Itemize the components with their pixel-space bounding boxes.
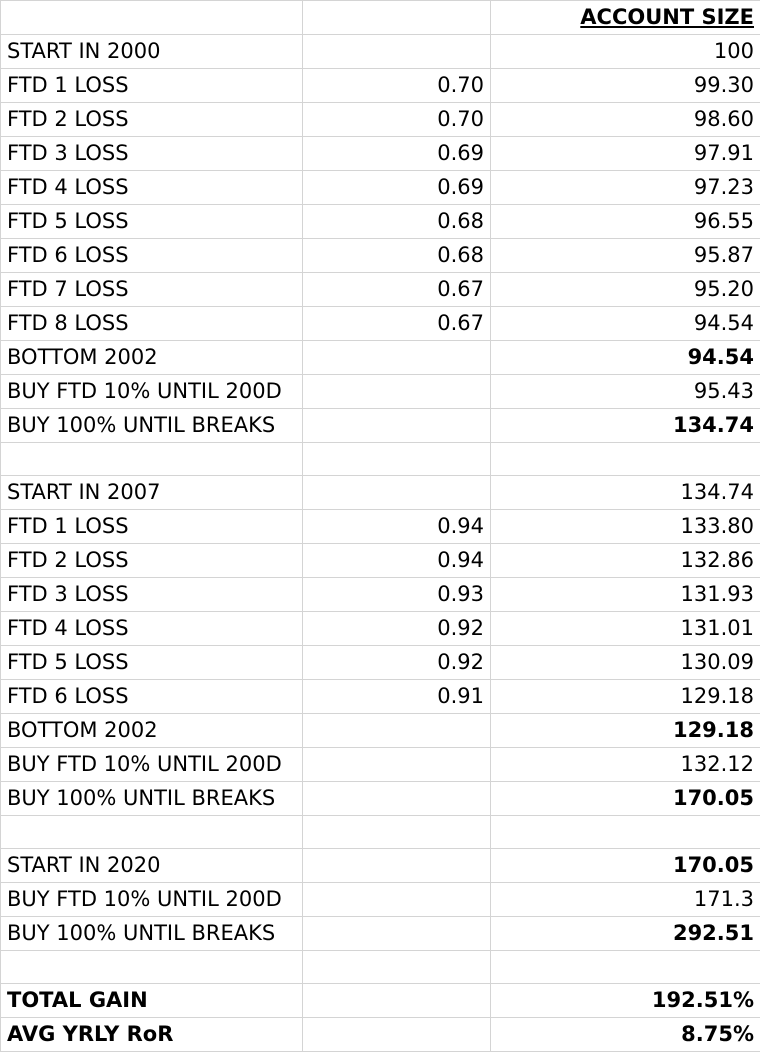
table-row <box>1 137 760 171</box>
table-row <box>1 510 760 544</box>
row-account-size-cell[interactable]: 130.09 <box>491 646 760 680</box>
row-loss-cell[interactable]: 0.68 <box>303 205 491 239</box>
row-account-size-cell[interactable]: 95.20 <box>491 273 760 307</box>
row-account-size-cell[interactable]: 8.75% <box>491 1018 760 1052</box>
table-row <box>1 443 760 476</box>
table-row <box>1 103 760 137</box>
table-row <box>1 680 760 714</box>
row-loss-cell[interactable]: 0.70 <box>303 69 491 103</box>
row-account-size-cell[interactable]: 100 <box>491 35 760 69</box>
row-label-cell[interactable]: FTD 6 LOSS <box>1 239 303 273</box>
table-row <box>1 239 760 273</box>
row-label-cell[interactable]: FTD 3 LOSS <box>1 137 303 171</box>
row-account-size-cell[interactable]: 129.18 <box>491 680 760 714</box>
row-account-size-cell[interactable]: 94.54 <box>491 341 760 375</box>
row-account-size-cell[interactable]: 98.60 <box>491 103 760 137</box>
row-loss-cell[interactable]: 0.91 <box>303 680 491 714</box>
row-label-cell[interactable]: FTD 4 LOSS <box>1 612 303 646</box>
row-account-size-cell[interactable]: 132.12 <box>491 748 760 782</box>
table-row <box>1 171 760 205</box>
row-label-cell[interactable]: FTD 1 LOSS <box>1 69 303 103</box>
row-account-size-cell[interactable]: 96.55 <box>491 205 760 239</box>
spreadsheet-body <box>1 1 760 1052</box>
table-row <box>1 205 760 239</box>
row-label-cell[interactable]: BUY 100% UNTIL BREAKS <box>1 917 303 951</box>
table-row <box>1 849 760 883</box>
row-account-size-cell[interactable]: 129.18 <box>491 714 760 748</box>
row-account-size-cell[interactable] <box>491 951 760 984</box>
row-loss-cell[interactable] <box>303 1018 491 1052</box>
row-loss-cell[interactable] <box>303 375 491 409</box>
row-account-size-cell[interactable]: 192.51% <box>491 984 760 1018</box>
table-row <box>1 375 760 409</box>
row-loss-cell[interactable] <box>303 816 491 849</box>
row-label-cell[interactable]: AVG YRLY RoR <box>1 1018 303 1052</box>
row-account-size-cell[interactable]: 170.05 <box>491 782 760 816</box>
row-label-cell[interactable]: BUY FTD 10% UNTIL 200D <box>1 375 303 409</box>
row-account-size-cell[interactable]: 131.01 <box>491 612 760 646</box>
table-row <box>1 341 760 375</box>
row-account-size-cell[interactable]: 95.87 <box>491 239 760 273</box>
row-loss-cell[interactable]: 0.67 <box>303 307 491 341</box>
row-account-size-cell[interactable]: 134.74 <box>491 476 760 510</box>
row-loss-cell[interactable] <box>303 849 491 883</box>
row-label-cell[interactable]: BUY FTD 10% UNTIL 200D <box>1 883 303 917</box>
row-label-cell[interactable]: START IN 2007 <box>1 476 303 510</box>
row-account-size-cell[interactable]: 94.54 <box>491 307 760 341</box>
table-row <box>1 714 760 748</box>
row-label-cell[interactable]: FTD 7 LOSS <box>1 273 303 307</box>
row-label-cell[interactable]: FTD 8 LOSS <box>1 307 303 341</box>
table-row <box>1 35 760 69</box>
row-loss-cell[interactable]: 0.94 <box>303 544 491 578</box>
row-label-cell[interactable] <box>1 816 303 849</box>
header-cell-label[interactable] <box>1 1 303 35</box>
row-label-cell[interactable]: FTD 3 LOSS <box>1 578 303 612</box>
row-loss-cell[interactable]: 0.69 <box>303 171 491 205</box>
row-loss-cell[interactable]: 0.94 <box>303 510 491 544</box>
row-loss-cell[interactable] <box>303 748 491 782</box>
row-label-cell[interactable]: BUY 100% UNTIL BREAKS <box>1 409 303 443</box>
table-row <box>1 951 760 984</box>
row-label-cell[interactable]: FTD 6 LOSS <box>1 680 303 714</box>
row-loss-cell[interactable] <box>303 917 491 951</box>
row-loss-cell[interactable] <box>303 951 491 984</box>
row-label-cell[interactable]: FTD 2 LOSS <box>1 103 303 137</box>
row-account-size-cell[interactable]: 131.93 <box>491 578 760 612</box>
row-account-size-cell[interactable] <box>491 816 760 849</box>
row-loss-cell[interactable] <box>303 341 491 375</box>
row-loss-cell[interactable] <box>303 714 491 748</box>
header-account-size[interactable]: ACCOUNT SIZE <box>491 1 760 35</box>
row-label-cell[interactable]: TOTAL GAIN <box>1 984 303 1018</box>
table-row <box>1 984 760 1018</box>
row-label-cell[interactable]: FTD 5 LOSS <box>1 646 303 680</box>
row-account-size-cell[interactable]: 99.30 <box>491 69 760 103</box>
row-loss-cell[interactable] <box>303 409 491 443</box>
row-loss-cell[interactable]: 0.69 <box>303 137 491 171</box>
row-label-cell[interactable]: BOTTOM 2002 <box>1 341 303 375</box>
row-label-cell[interactable]: BOTTOM 2002 <box>1 714 303 748</box>
row-loss-cell[interactable] <box>303 984 491 1018</box>
table-row <box>1 612 760 646</box>
table-row <box>1 544 760 578</box>
row-loss-cell[interactable] <box>303 443 491 476</box>
row-label-cell[interactable]: START IN 2000 <box>1 35 303 69</box>
row-label-cell[interactable]: BUY FTD 10% UNTIL 200D <box>1 748 303 782</box>
table-row <box>1 782 760 816</box>
row-account-size-cell[interactable]: 171.3 <box>491 883 760 917</box>
row-label-cell[interactable] <box>1 951 303 984</box>
row-loss-cell[interactable] <box>303 782 491 816</box>
row-loss-cell[interactable] <box>303 883 491 917</box>
row-loss-cell[interactable]: 0.68 <box>303 239 491 273</box>
row-loss-cell[interactable]: 0.92 <box>303 646 491 680</box>
row-account-size-cell[interactable]: 97.91 <box>491 137 760 171</box>
row-label-cell[interactable]: FTD 4 LOSS <box>1 171 303 205</box>
header-cell-loss[interactable] <box>303 1 491 35</box>
table-row <box>1 816 760 849</box>
row-label-cell[interactable]: FTD 5 LOSS <box>1 205 303 239</box>
row-loss-cell[interactable]: 0.67 <box>303 273 491 307</box>
table-row <box>1 748 760 782</box>
row-account-size-cell[interactable]: 292.51 <box>491 917 760 951</box>
table-row <box>1 409 760 443</box>
row-label-cell[interactable] <box>1 443 303 476</box>
row-account-size-cell[interactable]: 97.23 <box>491 171 760 205</box>
row-account-size-cell[interactable]: 170.05 <box>491 849 760 883</box>
table-row <box>1 69 760 103</box>
table-row <box>1 476 760 510</box>
table-row <box>1 307 760 341</box>
row-loss-cell[interactable]: 0.93 <box>303 578 491 612</box>
header-row <box>1 1 760 35</box>
row-loss-cell[interactable]: 0.70 <box>303 103 491 137</box>
row-loss-cell[interactable] <box>303 476 491 510</box>
row-account-size-cell[interactable] <box>491 443 760 476</box>
row-label-cell[interactable]: BUY 100% UNTIL BREAKS <box>1 782 303 816</box>
row-account-size-cell[interactable]: 133.80 <box>491 510 760 544</box>
row-account-size-cell[interactable]: 95.43 <box>491 375 760 409</box>
table-row <box>1 1018 760 1052</box>
row-label-cell[interactable]: FTD 1 LOSS <box>1 510 303 544</box>
row-loss-cell[interactable]: 0.92 <box>303 612 491 646</box>
row-label-cell[interactable]: START IN 2020 <box>1 849 303 883</box>
table-row <box>1 578 760 612</box>
table-row <box>1 273 760 307</box>
row-label-cell[interactable]: FTD 2 LOSS <box>1 544 303 578</box>
row-account-size-cell[interactable]: 132.86 <box>491 544 760 578</box>
table-row <box>1 917 760 951</box>
row-account-size-cell[interactable]: 134.74 <box>491 409 760 443</box>
table-row <box>1 646 760 680</box>
row-loss-cell[interactable] <box>303 35 491 69</box>
table-row <box>1 883 760 917</box>
